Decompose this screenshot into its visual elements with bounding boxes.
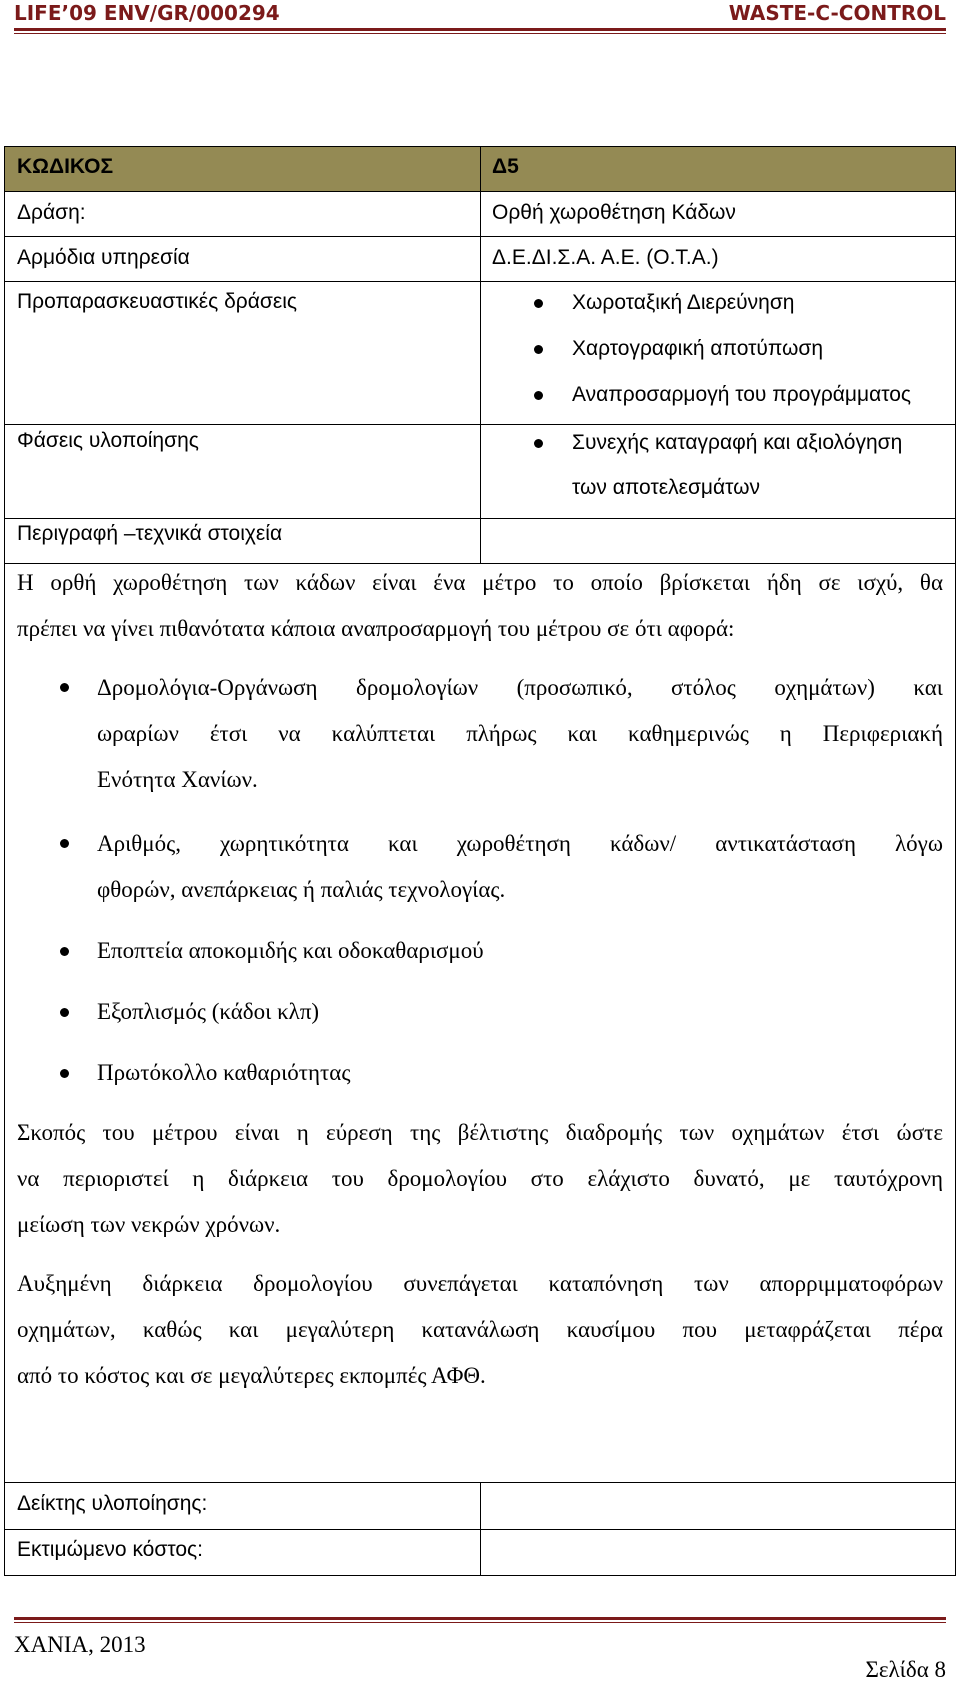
bullet-icon	[60, 839, 69, 848]
header-rule-thick	[14, 28, 946, 31]
bullet-icon	[534, 439, 543, 448]
phases-item-line2: των αποτελεσμάτων	[572, 476, 761, 499]
intro-paragraph	[17, 560, 943, 652]
bullet-icon	[60, 683, 69, 692]
cost-line: οχημάτων, καθώς και μεγαλύτερη κατανάλωση καυσίμου που μεταφράζεται πέρα	[17, 1317, 943, 1342]
goal-line: να περιοριστεί η διάρκεια του δρομολογίου στο ελάχιστο δυνατό, με ταυτόχρονη	[17, 1166, 943, 1191]
footer-page-number: Σελίδα 8	[865, 1657, 946, 1682]
phases-item-line1: Συνεχής καταγραφή και αξιολόγηση	[572, 431, 903, 454]
indicator-label: Δείκτης υλοποίησης:	[17, 1492, 208, 1515]
bullet-icon	[60, 1008, 69, 1017]
goal-paragraph	[17, 1110, 943, 1248]
bullet-line: Αριθμός, χωρητικότητα και χωροθέτηση κάδων/ αντικατάσταση λόγω	[97, 831, 943, 856]
service-label: Αρμόδια υπηρεσία	[17, 246, 190, 269]
prep-item: Χαρτογραφική αποτύπωση	[572, 337, 824, 360]
goal-line: μείωση των νεκρών χρόνων.	[17, 1212, 281, 1237]
table-column-divider	[480, 1482, 481, 1575]
bullet-icon	[534, 299, 543, 308]
bullet-paragraph	[97, 665, 943, 803]
code-label: ΚΩΔΙΚΟΣ	[17, 155, 114, 178]
bullet-paragraph	[97, 821, 943, 913]
footer-rule-thin	[14, 1622, 946, 1623]
page-header	[14, 0, 946, 36]
service-value: Δ.Ε.ΔΙ.Σ.Α. Α.Ε. (Ο.Τ.Α.)	[492, 246, 719, 269]
bullet-line: Εξοπλισμός (κάδοι κλπ)	[97, 999, 320, 1024]
prep-item: Χωροταξική Διερεύνηση	[572, 291, 795, 314]
table-column-divider	[480, 147, 481, 563]
phases-label: Φάσεις υλοποίησης	[17, 429, 199, 452]
goal-line: Σκοπός του μέτρου είναι η εύρεση της βέλτιστης διαδρομής των οχημάτων έτσι ώστε	[17, 1120, 943, 1145]
header-project-name: WASTE-C-CONTROL	[728, 1, 946, 25]
action-value: Ορθή χωροθέτηση Κάδων	[492, 201, 736, 224]
code-value: Δ5	[492, 155, 519, 178]
footer-rule-thick	[14, 1617, 946, 1620]
cost-line: από το κόστος και σε μεγαλύτερες εκπομπές ΑΦΘ.	[17, 1363, 486, 1388]
bullet-line: Ενότητα Χανίων.	[97, 767, 258, 792]
intro-line: Η ορθή χωροθέτηση των κάδων είναι ένα μέτρο το οποίο βρίσκεται ήδη σε ισχύ, θα	[17, 570, 943, 595]
bullet-icon	[534, 345, 543, 354]
header-rule-thin	[14, 33, 946, 34]
bullet-line: Εποπτεία αποκομιδής και οδοκαθαρισμού	[97, 938, 484, 963]
footer-location-year: ΧΑΝΙΑ, 2013	[14, 1632, 146, 1657]
bullet-line: Πρωτόκολλο καθαριότητας	[97, 1060, 351, 1085]
action-label: Δράση:	[17, 201, 86, 224]
description-label: Περιγραφή –τεχνικά στοιχεία	[17, 522, 283, 545]
bullet-line: ωραρίων έτσι να καλύπτεται πλήρως και καθημερινώς η Περιφεριακή	[97, 721, 943, 746]
bullet-line: Δρομολόγια-Οργάνωση δρομολογίων (προσωπικό, στόλος οχημάτων) και	[97, 675, 943, 700]
bullet-icon	[534, 391, 543, 400]
prep-item: Αναπροσαρμογή του προγράμματος	[572, 383, 912, 406]
bullet-icon	[60, 947, 69, 956]
prep-label: Προπαρασκευαστικές δράσεις	[17, 290, 297, 313]
cost-paragraph	[17, 1261, 943, 1399]
bullet-icon	[60, 1069, 69, 1078]
intro-line: πρέπει να γίνει πιθανότατα κάποια αναπροσαρμογή του μέτρου σε ότι αφορά:	[17, 616, 735, 641]
bullet-line: φθορών, ανεπάρκειας ή παλιάς τεχνολογίας.	[97, 877, 506, 902]
cost-line: Αυξημένη διάρκεια δρομολογίου συνεπάγεται καταπόνηση των απορριμματοφόρων	[17, 1271, 943, 1296]
header-project-code: LIFE’09 ENV/GR/000294	[14, 1, 280, 25]
estimated-cost-label: Εκτιμώμενο κόστος:	[17, 1538, 203, 1561]
